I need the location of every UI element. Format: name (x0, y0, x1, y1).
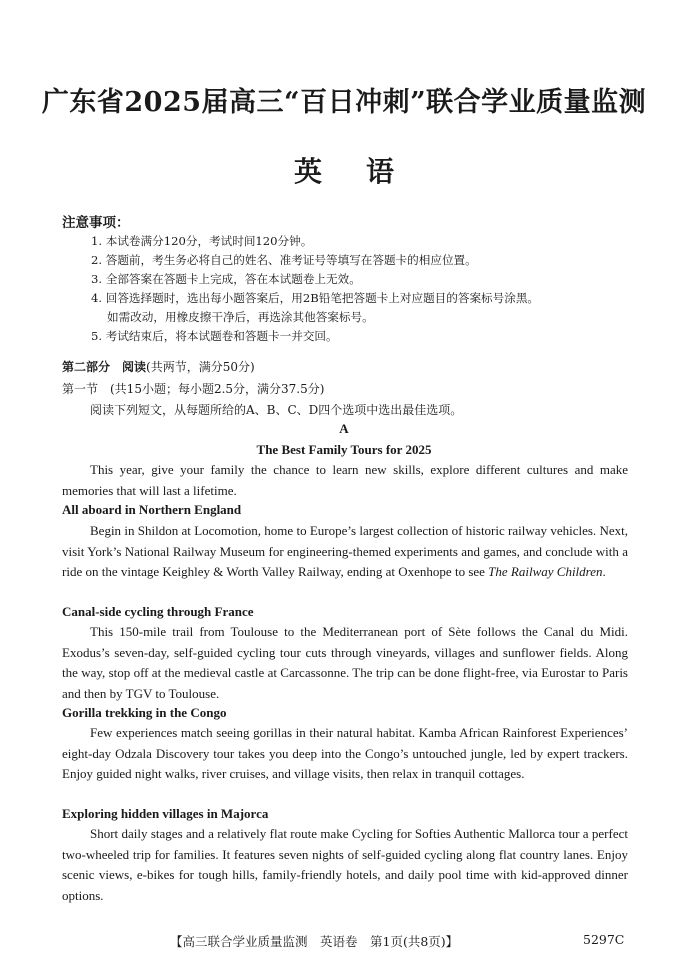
section-heading-majorca: Exploring hidden villages in Majorca (62, 806, 269, 821)
section-heading-congo: Gorilla trekking in the Congo (62, 705, 227, 720)
part-heading-rest: (共两节，满分50分) (146, 360, 255, 374)
notice-list (91, 232, 651, 346)
subject-title: 英语 (293, 155, 438, 188)
passage-intro: This year, give your family the chance to learn new skills, explore different cultures and make memories that will last a lifetime. (62, 462, 628, 498)
section-heading-france: Canal-side cycling through France (62, 604, 254, 619)
notice-title: 注意事项： (62, 215, 130, 231)
part-heading-bold: 第二部分 阅读 (62, 360, 147, 374)
section-text-england: Begin in Shildon at Locomotion, home to Europe’s largest collection of historic railway vehicles. Next, visit York’s National Railway Museum for engineering-themed experiments and games, and conclude with a ride on the vintage Keighley & Worth Valley Railway, ending at Oxenhope to see The Railway Children. (62, 523, 628, 580)
part-heading (62, 358, 255, 375)
footer-code: 5297C (583, 932, 625, 947)
footer-label: 【高三联合学业质量监测 英语卷 第1页(共8页)】 (170, 934, 459, 949)
notice-item: 3. 全部答案在答题卡上完成，答在本试题卷上无效。 (91, 272, 361, 286)
notice-item: 5. 考试结束后，将本试题卷和答题卡一并交回。 (91, 329, 338, 343)
section-heading: 第一节 (共15小题；每小题2.5分，满分37.5分) (62, 382, 325, 396)
passage-letter: A (339, 421, 349, 436)
passage-title: The Best Family Tours for 2025 (256, 442, 432, 457)
notice-item: 4. 回答选择题时，选出每小题答案后，用2B铅笔把答题卡上对应题目的答案标号涂黑。 (91, 291, 540, 305)
exam-title: 广东省2025届高三“百日冲刺”联合学业质量监测 (41, 87, 647, 118)
section-text-france: This 150-mile trail from Toulouse to the Mediterranean port of Sète follows the Canal du Midi. Exodus’s seven-day, self-guided cycling tour cuts through vineyards, villages and sunflower fields. Along the way, stop off at the medieval castle at Carcassonne. The trip can be done flight-free, via Eurostar to Paris and then by TGV to Toulouse. (62, 624, 628, 701)
section-text-congo: Few experiences match seeing gorillas in their natural habitat. Kamba African Rainforest Experiences’ eight-day Odzala Discovery tour takes you deep into the Congo’s untouched jungle, led by expert trackers. Enjoy guided night walks, river cruises, and village visits, then relax in tranquil cottages. (62, 725, 628, 782)
notice-item: 1. 本试卷满分120分，考试时间120分钟。 (91, 234, 313, 248)
instruction: 阅读下列短文，从每题所给的A、B、C、D四个选项中选出最佳选项。 (90, 403, 463, 417)
notice-item: 如需改动，用橡皮擦干净后，再选涂其他答案标号。 (107, 310, 374, 324)
section-heading-england: All aboard in Northern England (62, 502, 242, 517)
book-title: The Railway Children (488, 564, 603, 580)
section-text-majorca: Short daily stages and a relatively flat route make Cycling for Softies Authentic Mallorca tour a perfect two-wheeled trip for families. It features seven nights of self-guided cycling along flat country lanes. Enjoy scenic views, e-bikes for tough hills, family-friendly hotels, and daily pool time with kid-approved dinner options. (62, 826, 628, 903)
notice-item: 2. 答题前，考生务必将自己的姓名、准考证号等填写在答题卡的相应位置。 (91, 253, 477, 267)
